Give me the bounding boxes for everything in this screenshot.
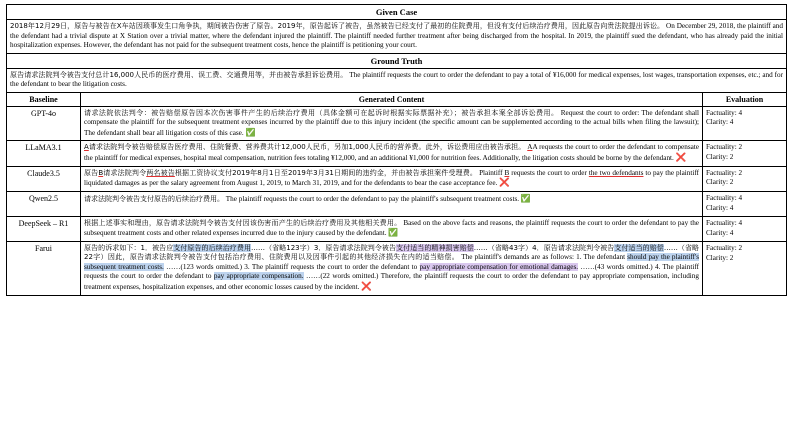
check-icon: ✅ — [388, 228, 399, 238]
content-zh: 根据上述事实和理由，原告请求法院判令被告支付因该伤害而产生的后续治疗费用及其他相关费用。 — [84, 218, 402, 227]
content-zh-seg3: ……（省略43字）4．原告请求法院判令被告 — [473, 243, 615, 252]
eval-clarity: Clarity: 2 — [706, 152, 734, 161]
eval-factuality: Factuality: 4 — [706, 108, 743, 117]
content-en: Based on the above facts and reasons, the plaintiff requests the court to order the defendant to pay the subsequent treatment costs and other related expenses incurred due to the injury caused by the defendant. — [84, 218, 699, 238]
evaluation-cell — [703, 166, 787, 192]
baseline-name: Qwen2.5 — [7, 192, 81, 216]
table-row — [7, 141, 787, 167]
content-en: The plaintiff requests the court to order the defendant to pay the plaintiff's subsequent treatment costs. — [225, 195, 520, 204]
content-zh-part2: 根据工资协议支付2019年8月1日至2019年3月31日期间的违约金，并由被告承担案件受理费。 — [174, 168, 478, 177]
table-row — [7, 216, 787, 241]
content-zh-seg2: ……（省略123字）3．原告请求法院判令被告 — [251, 243, 397, 252]
eval-factuality: Factuality: 4 — [706, 194, 743, 203]
content-en-highlight-2: pay appropriate compensation for emotional damages. — [419, 262, 579, 271]
content-en-seg2: ……(123 words omitted.) 3. The plaintiff requests the court to order the defendant to — [163, 262, 420, 271]
eval-factuality: Factuality: 4 — [706, 218, 743, 227]
generated-content — [81, 216, 703, 241]
ground-truth-body-row — [7, 68, 787, 92]
evaluation-cell — [703, 241, 787, 295]
baseline-name: Claude3.5 — [7, 166, 81, 192]
content-en-seg1: The plaintiff's demands are as follows: 1. The defendant — [461, 253, 628, 262]
generated-content — [81, 241, 703, 295]
ground-truth-body — [7, 68, 787, 92]
content-zh-highlight-1: 支付原告的后续治疗费用 — [173, 243, 252, 252]
content-en-highlight-1: should pay the plaintiff's subsequent treatment costs. — [84, 253, 700, 271]
cross-icon: ❌ — [675, 152, 687, 163]
evaluation-cell — [703, 106, 787, 141]
table-row — [7, 166, 787, 192]
content-zh-flagged-token: A — [84, 143, 89, 152]
ground-truth-title: Ground Truth — [7, 53, 787, 68]
given-case-title: Given Case — [7, 5, 787, 20]
baseline-name: Farui — [7, 241, 81, 295]
content-en-seg4: ……(22 words omitted.) Therefore, the plaintiff requests the court to order the defendant to pay appropriate compensation, including treatment expenses, hospitalization expenses, and other economic losses caused by the incident. — [84, 272, 699, 291]
content-zh-highlight-3: 支付适当的赔偿 — [614, 243, 664, 252]
eval-clarity: Clarity: 2 — [706, 253, 734, 262]
content-en-prefix: Plaintiff — [479, 168, 505, 177]
evaluation-cell — [703, 192, 787, 216]
content-en-seg3: ……(43 words omitted.) 4. The plaintiff requests the court to order the defendant to — [84, 262, 699, 281]
eval-clarity: Clarity: 4 — [706, 204, 734, 213]
content-zh: 请求法院依法判令：被告赔偿原告因本次伤害事件产生的后续治疗费用（具体金额可在起诉时根据实际票据补充）；被告承担本案全部诉讼费用。 — [84, 108, 559, 117]
eval-clarity: Clarity: 4 — [706, 118, 734, 127]
content-zh-part1: 请求法院判令 — [103, 168, 147, 177]
content-zh-highlight-2: 支付适当的精神损害赔偿 — [396, 243, 474, 252]
content-en: Request the court to order: The defendant shall compensate the plaintiff for the subsequent treatment expenses incurred by the plaintiff due to this injury incident (the specific amount can be supplemented according to the actual bills when filing the lawsuit); The defendant shall bear all litigation costs of this case. — [84, 108, 700, 137]
table-header-row — [7, 92, 787, 106]
table-row — [7, 192, 787, 216]
baseline-name: LLaMA3.1 — [7, 141, 81, 167]
content-en-part1: requests the court to order — [509, 168, 589, 177]
generated-content — [81, 166, 703, 192]
generated-content — [81, 106, 703, 141]
content-en-underlined-phrase: the two defendants — [588, 168, 644, 177]
content-en-part2: to pay the plaintiff liquidated damages as per the salary agreement from August 1, 2019, to March 31, 2019, and for the defendants to bear the case acceptance fee. — [84, 168, 700, 188]
content-en-flagged-token: A — [527, 143, 533, 152]
baseline-name: DeepSeek – R1 — [7, 216, 81, 241]
content-zh-underlined-phrase: 两名被告 — [146, 168, 175, 177]
content-zh: 请求法院判令被告支付原告的后续治疗费用。 — [84, 195, 224, 204]
given-case-text-en: On December 29, 2018, the plaintiff and the defendant had a trivial dispute at X Station over a trivial matter, where the defendant injured the plaintiff. The plaintiff needed further treatment after being discharged from the hospital. In 2019, the plaintiff sued the defendant, who has already paid the initial hospitalization expenses. However, the defendant has not paid for the subsequent treatment costs, hence the plaintiff is petitioning your court. — [10, 22, 783, 49]
eval-clarity: Clarity: 2 — [706, 178, 734, 187]
content-zh-seg4: ……（省略22字）因此，原告请求法院判令被告支付包括治疗费用、住院费用以及因事件引起的其他经济损失在内的适当赔偿。 — [84, 243, 700, 262]
header-generated-content: Generated Content — [81, 92, 703, 106]
given-case-header-row — [7, 5, 787, 20]
comparison-table — [6, 4, 787, 296]
ground-truth-text-zh: 原告请求法院判令被告支付总计16,000人民币的医疗费用、误工费、交通费用等，并由被告承担诉讼费用。 — [10, 70, 348, 79]
content-zh-flagged-token: B — [98, 168, 104, 177]
check-icon: ✅ — [520, 194, 531, 204]
content-en-flagged-token: B — [504, 168, 510, 177]
given-case-body-row — [7, 20, 787, 54]
cross-icon: ❌ — [499, 178, 510, 189]
table-row — [7, 106, 787, 141]
content-zh-seg1: 原告的诉求如下：1．被告应 — [84, 243, 174, 252]
evaluation-cell — [703, 216, 787, 241]
eval-factuality: Factuality: 2 — [706, 243, 743, 252]
content-en-highlight-3: pay appropriate compensation. — [213, 272, 304, 281]
ground-truth-text-en: The plaintiff requests the court to order the defendant to pay a total of ¥16,000 for medical expenses, lost wages, transportation expenses, etc.; and for the defendant to bear the litigation costs. — [10, 70, 783, 88]
baseline-name: GPT-4o — [7, 106, 81, 141]
eval-clarity: Clarity: 4 — [706, 228, 734, 237]
table-row — [7, 241, 787, 295]
cross-icon: ❌ — [361, 281, 372, 292]
eval-factuality: Factuality: 2 — [706, 143, 743, 152]
given-case-text-zh: 2018年12月29日，原告与被告在X车站因琐事发生口角争执，期间被告伤害了原告。2019年，原告起诉了被告，虽然被告已经支付了最初的住院费用，但没有支付后续治疗费用，因此原告向贵法院提出诉讼。 — [10, 22, 665, 30]
given-case-body — [7, 20, 787, 54]
ground-truth-header-row — [7, 53, 787, 68]
content-zh-prefix: 原告 — [84, 168, 99, 177]
content-zh: 请求法院判令被告赔偿原告医疗费用、住院餐费、营养费共计12,000人民币，另加1,000人民币的营养费。此外，诉讼费用应由被告承担。 — [88, 143, 526, 152]
generated-content — [81, 141, 703, 167]
evaluation-cell — [703, 141, 787, 167]
header-baseline: Baseline — [7, 92, 81, 106]
generated-content — [81, 192, 703, 216]
eval-factuality: Factuality: 2 — [706, 168, 743, 177]
check-icon: ✅ — [245, 127, 256, 137]
header-evaluation: Evaluation — [703, 92, 787, 106]
content-en: A requests the court to order the defendant to compensate the plaintiff for medical expenses, hospital meal compensation, nutrition fees totaling ¥12,000, and an additional ¥1,000 for nutrition fees. Additionally, the litigation costs should be borne by the defendant. — [84, 143, 699, 162]
